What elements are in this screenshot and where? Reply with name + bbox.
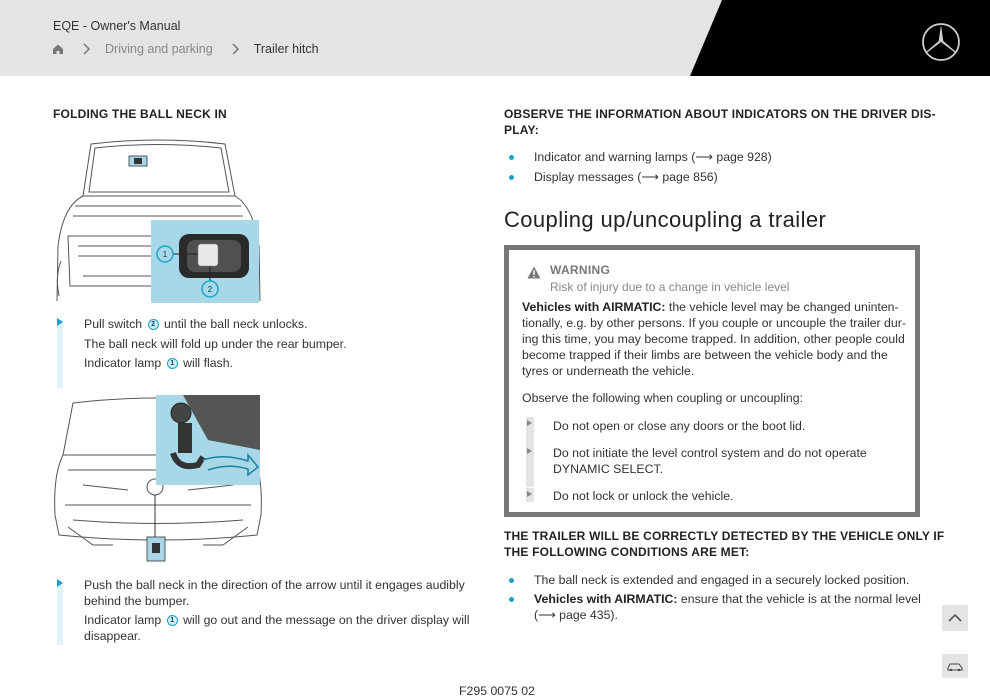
callout-2-label: 2 [207,285,213,294]
folding-ball-neck-heading: FOLDING THE BALL NECK IN [53,107,227,121]
condition-ball-neck-extended: The ball neck is extended and engaged in a securely locked position. [534,573,910,587]
step-arrow-icon [527,448,532,454]
breadcrumb-driving-and-parking[interactable]: Driving and parking [105,42,213,56]
callout-badge: 2 [148,319,159,330]
step2-line3: Indicator lamp 1 will go out and the message on the driver display will [84,613,470,627]
callout-2-badge [202,281,218,297]
callout-badge: 1 [167,615,178,626]
section-title: Coupling up/uncoupling a trailer [504,207,827,232]
link-display-messages[interactable]: Display messages (⟶ page 856) [534,170,718,184]
condition-airmatic: Vehicles with AIRMATIC: ensure that the vehicle is at the normal level [534,592,921,606]
warning-line: Vehicles with AIRMATIC: the vehicle level may be changed uninten- [522,300,899,314]
scroll-to-top-button[interactable] [942,605,968,631]
warning-line: tyres or underneath the vehicle. [522,364,695,378]
breadcrumb [52,42,319,56]
car-icon [947,661,963,671]
bullet-dot [509,155,514,160]
chevron-right-icon [231,43,241,55]
warning-step-doors: Do not open or close any doors or the boot lid. [553,419,806,433]
step2-line4: disappear. [84,629,141,643]
breadcrumb-trailer-hitch: Trailer hitch [253,42,319,56]
step2-line2: behind the bumper. [84,594,190,608]
step-arrow-icon [57,579,63,587]
step2-line1: Push the ball neck in the direction of the arrow until it engages audibly [84,578,465,592]
image-code: F295 0075 02 [459,684,535,698]
callout-1-badge [157,246,173,262]
vehicle-icon-button[interactable] [942,654,968,678]
warning-observe: Observe the following when coupling or uncoupling: [522,391,803,405]
chevron-up-icon [948,613,962,622]
callout-badge: 1 [167,358,178,369]
mercedes-star-logo[interactable] [921,22,961,62]
warning-step-lock: Do not lock or unlock the vehicle. [553,489,734,503]
ball-neck-illustration [53,395,263,565]
boot-switch-illustration [53,136,263,306]
warning-line: tionally, e.g. by other persons. If you couple or uncouple the trailer dur- [522,316,906,330]
warning-box [504,245,920,517]
step-arrow-icon [527,491,532,497]
step-bar [57,583,63,645]
manual-title: EQE - Owner's Manual [53,19,181,33]
warning-title: WARNING [550,263,611,277]
step1-line3: Indicator lamp 1 will flash. [84,356,233,370]
step1-line1: Pull switch 2 until the ball neck unlocks. [84,317,308,331]
chevron-right-icon [82,43,92,55]
bullet-dot [509,175,514,180]
warning-line: become trapped if their limbs are between the vehicle body and the [522,348,888,362]
step-bar [57,322,63,388]
observe-indicators-heading: OBSERVE THE INFORMATION ABOUT INDICATORS ON THE DRIVER DIS- PLAY: [504,107,936,137]
bullet-dot [509,578,514,583]
warning-line: ing this time, you may become trapped. In addition, other people could [522,332,905,346]
home-icon[interactable] [52,43,64,55]
warning-step-level-control: Do not initiate the level control system and do not operate [553,446,867,460]
link-page-435[interactable]: (⟶ page 435). [534,608,618,622]
warning-subtitle: Risk of injury due to a change in vehicle level [550,280,790,294]
warning-step-level-control-2: DYNAMIC SELECT. [553,462,664,476]
bullet-dot [509,597,514,602]
callout-1-label: 1 [162,250,168,259]
step1-line2: The ball neck will fold up under the rear bumper. [84,337,347,351]
step-arrow-icon [527,420,532,426]
link-indicator-warning-lamps[interactable]: Indicator and warning lamps (⟶ page 928) [534,150,772,164]
warning-triangle-icon [527,266,541,279]
detection-conditions-heading: THE TRAILER WILL BE CORRECTLY DETECTED BY THE VEHICLE ONLY IF THE FOLLOWING CONDITIONS ARE MET: [504,529,945,559]
step-arrow-icon [57,318,63,326]
